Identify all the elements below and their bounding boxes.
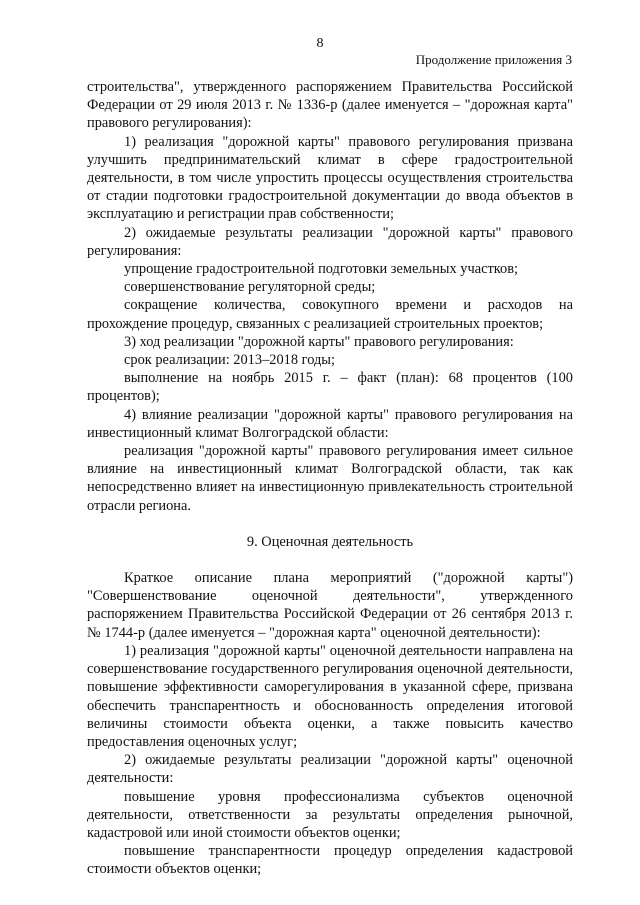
paragraph: 4) влияние реализации "дорожной карты" правового регулирования на инвестиционный климат Волгоградской области:: [87, 406, 573, 441]
paragraph: 2) ожидаемые результаты реализации "дорожной карты" правового регулирования:: [87, 224, 573, 259]
paragraph: 1) реализация "дорожной карты" правового регулирования призвана улучшить предпринимательский климат в сфере градостроительной деятельности, в том числе упростить процессы осуществления строительства от стадии подготовки градостроительной документации до ввода объектов в эксплуатацию и регистрации прав собственности;: [87, 133, 573, 223]
list-item: выполнение на ноябрь 2015 г. – факт (план): 68 процентов (100 процентов);: [87, 370, 573, 405]
paragraph: 3) ход реализации "дорожной карты" правового регулирования:: [124, 333, 514, 350]
document-body: [87, 78, 573, 879]
list-item: упрощение градостроительной подготовки земельных участков;: [124, 261, 519, 278]
section-heading: 9. Оценочная деятельность: [246, 533, 414, 550]
appendix-continuation-label: Продолжение приложения 3: [415, 52, 572, 67]
list-item: срок реализации: 2013–2018 годы;: [124, 352, 335, 369]
paragraph: Краткое описание плана мероприятий ("дорожной карты") "Совершенствование оценочной деятельности", утвержденного распоряжением Правительства Российской Федерации от 26 сентября 2013 г. № 1744-р (далее именуется – "дорожная карта" оценочной деятельности):: [87, 570, 573, 641]
list-item: повышение транспарентности процедур определения кадастровой стоимости объектов оценки;: [87, 843, 573, 878]
list-item: сокращение количества, совокупного времени и расходов на прохождение процедур, связанных с реализацией строительных проектов;: [87, 297, 573, 332]
list-item: повышение уровня профессионализма субъектов оценочной деятельности, ответственности за результаты определения рыночной, кадастровой или иной стоимости объектов оценки;: [87, 788, 573, 841]
paragraph: 1) реализация "дорожной карты" оценочной деятельности направлена на совершенствование государственного регулирования оценочной деятельности, повышение эффективности саморегулирования в указанной сфере, призвана обеспечить транспарентность и обоснованность определения итоговой величины стоимости объекта оценки, а также повысить качество предоставления оценочных услуг;: [87, 642, 573, 750]
paragraph: 2) ожидаемые результаты реализации "дорожной карты" оценочной деятельности:: [87, 752, 573, 787]
paragraph: реализация "дорожной карты" правового регулирования имеет сильное влияние на инвестиционный климат Волгоградской области, так как непосредственно влияет на инвестиционную привлекательность строительной отрасли региона.: [87, 443, 573, 514]
list-item: совершенствование регуляторной среды;: [124, 279, 376, 296]
paragraph: строительства", утвержденного распоряжением Правительства Российской Федерации от 29 июля 2013 г. № 1336-р (далее именуется – "дорожная карта" правового регулирования):: [87, 79, 573, 132]
page-number: 8: [316, 36, 324, 51]
